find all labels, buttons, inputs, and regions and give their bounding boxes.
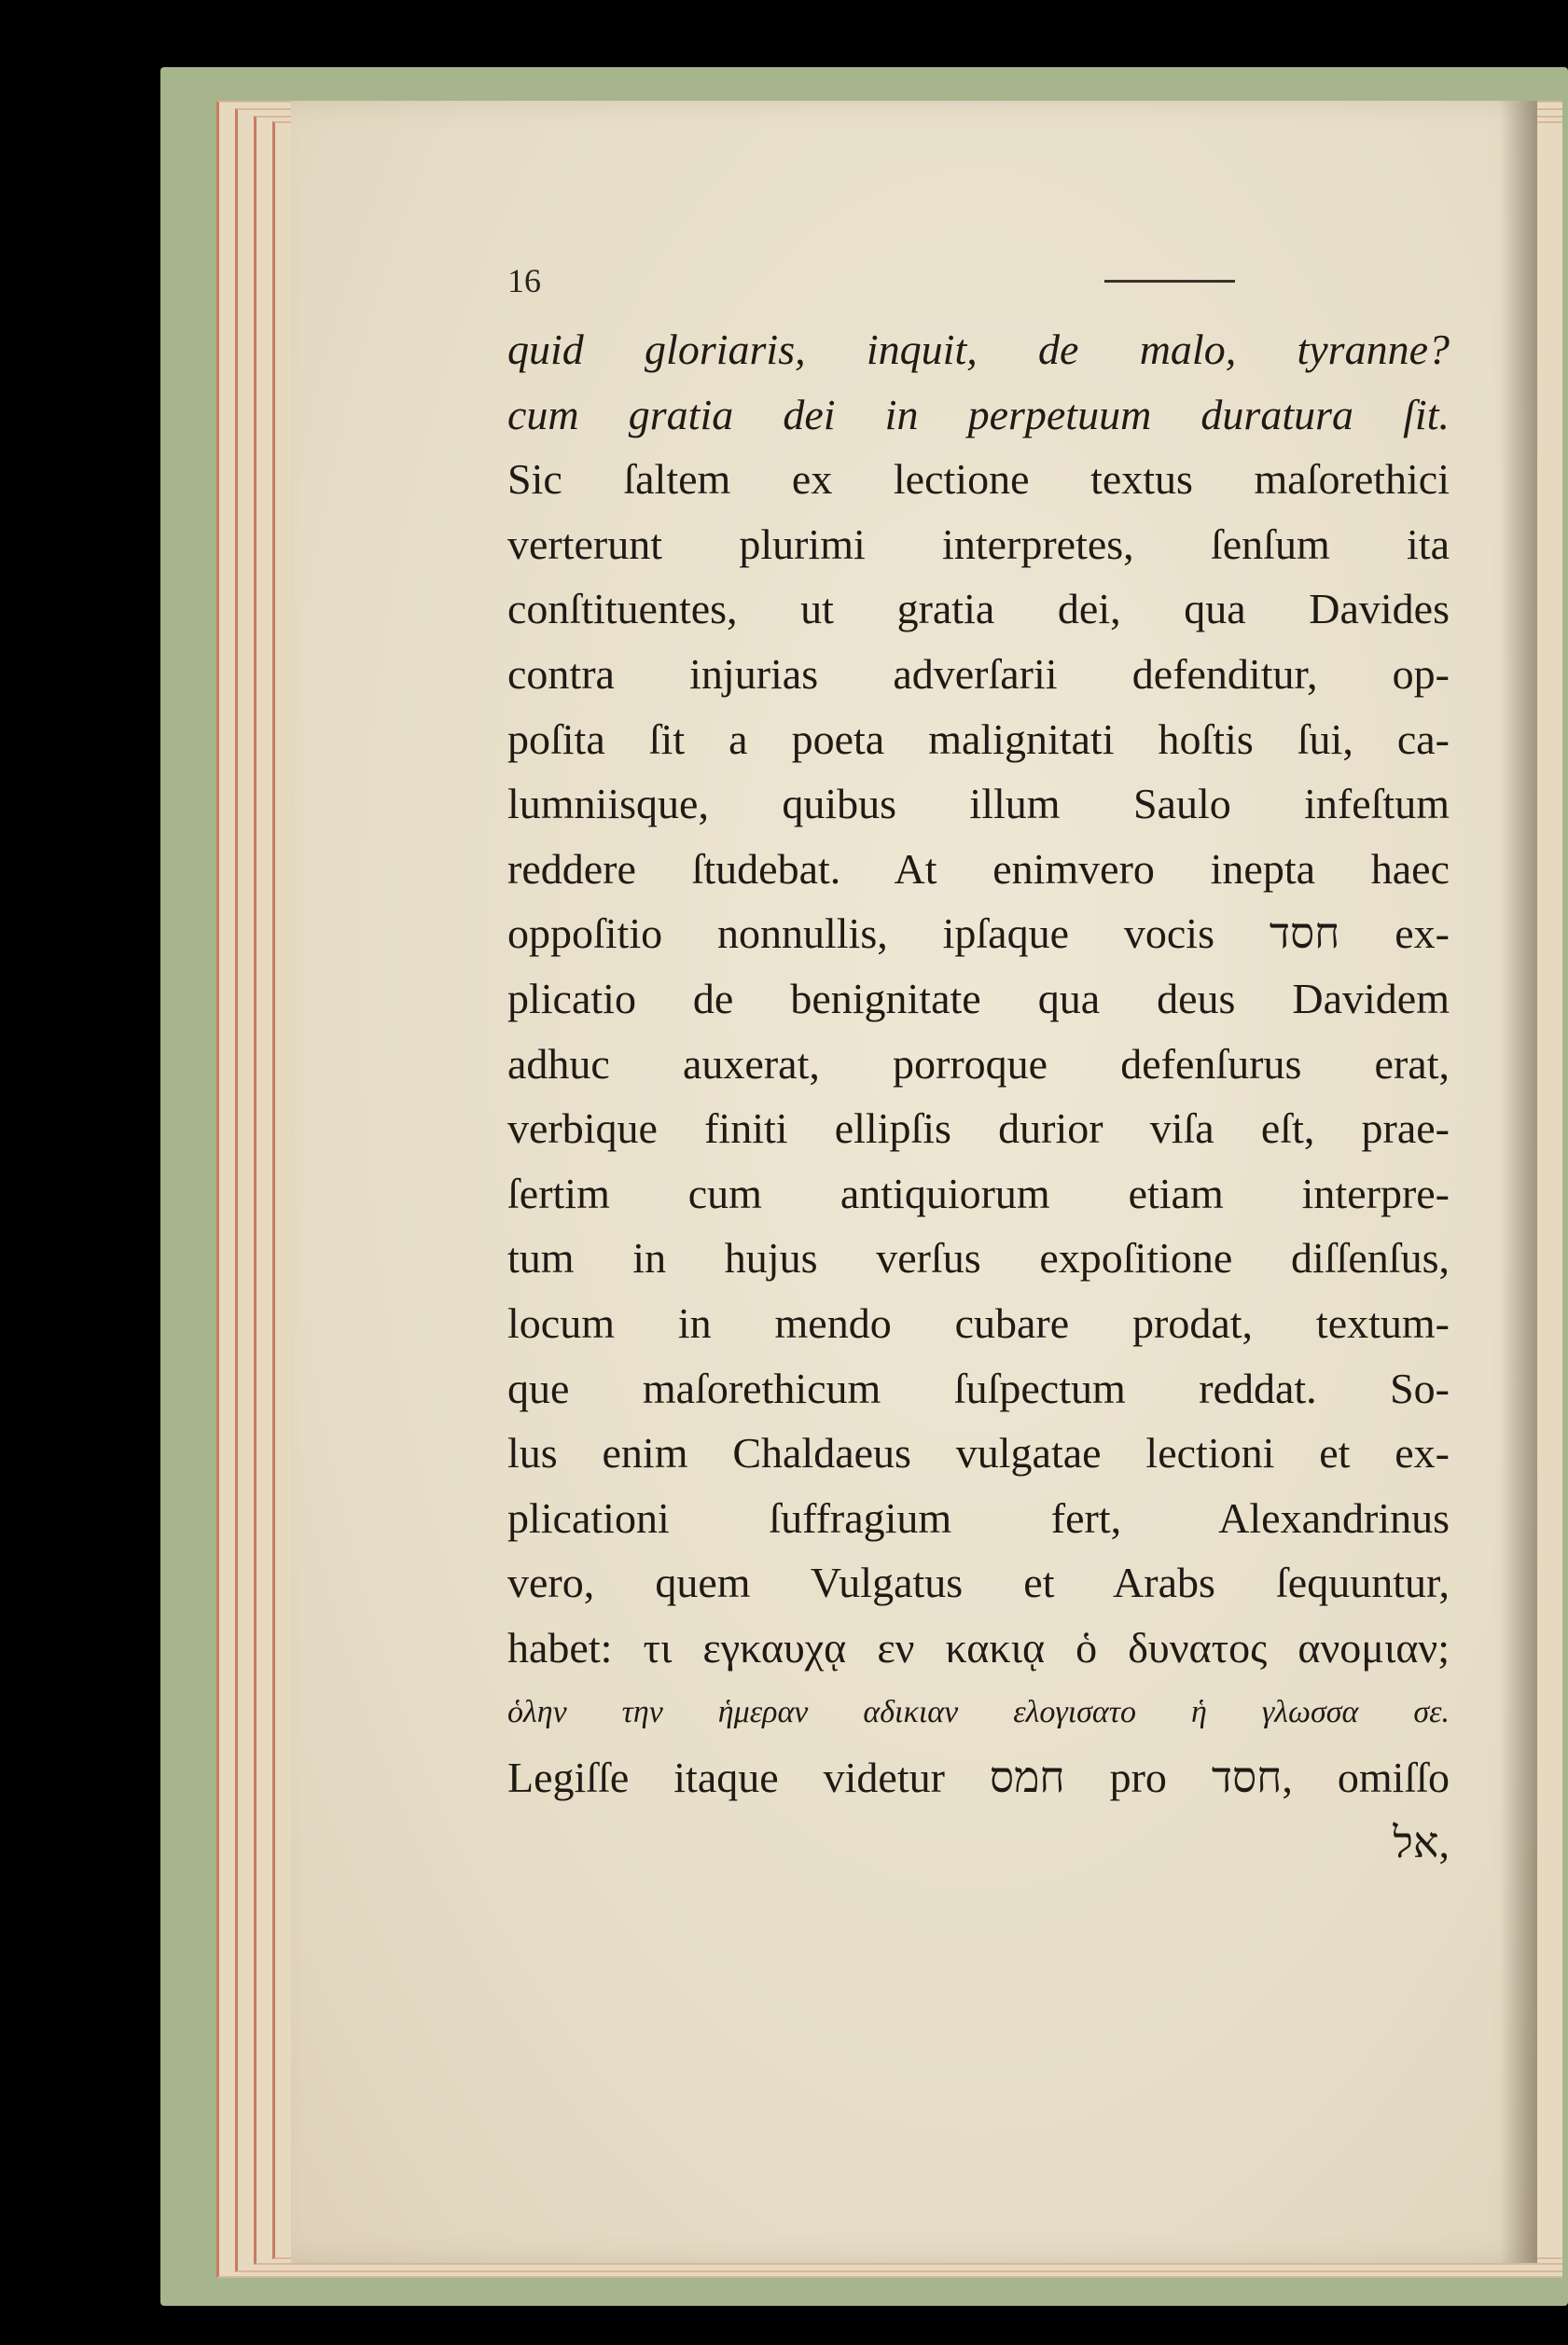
text-line: locum in mendo cubare prodat, textum- <box>507 1298 1450 1347</box>
text-line: ſertim cum antiquiorum etiam interpre- <box>507 1169 1450 1217</box>
text-line: tum in hujus verſus expoſitione diſſenſus, <box>507 1234 1450 1283</box>
text-line: que maſorethicum ſuſpectum reddat. So- <box>507 1364 1450 1412</box>
text-line: contra injurias adverſarii defenditur, op- <box>507 649 1450 698</box>
text-line: oppoſitio nonnullis, ipſaque vocis חסד ex- <box>507 909 1450 958</box>
header-rule <box>1104 280 1235 283</box>
text-line: verbique finiti ellipſis durior viſa eſt, prae- <box>507 1104 1450 1153</box>
book-page <box>291 101 1537 2263</box>
text-line: Sic ſaltem ex lectione textus maſorethici <box>507 455 1450 504</box>
catchword: אל, <box>1393 1818 1450 1866</box>
text-line: quid gloriaris, inquit, de malo, tyranne? <box>507 326 1450 373</box>
text-line: adhuc auxerat, porroque defenſurus erat, <box>507 1039 1450 1088</box>
text-line: lus enim Chaldaeus vulgatae lectioni et ex- <box>507 1429 1450 1478</box>
text-line: plicatio de benignitate qua deus Davidem <box>507 974 1450 1022</box>
text-line: poſita ſit a poeta malignitati hoſtis ſui, ca- <box>507 715 1450 763</box>
spine-shadow <box>1500 101 1537 2263</box>
page-number: 16 <box>507 262 541 299</box>
text-line: plicationi ſuffragium fert, Alexandrinus <box>507 1493 1450 1542</box>
text-line: reddere ſtudebat. At enimvero inepta haec <box>507 844 1450 893</box>
text-line: verterunt plurimi interpretes, ſenſum ita <box>507 520 1450 568</box>
text-line: vero, quem Vulgatus et Arabs ſequuntur, <box>507 1559 1450 1607</box>
text-line: conſtituentes, ut gratia dei, qua Davides <box>507 585 1450 633</box>
greek-quotation-line: ὁλην την ἡμεραν αδικιαν ελογισατο ἡ γλωσσα σε. <box>507 1695 1450 1730</box>
body-text <box>507 317 1450 1875</box>
text-line: habet: τι εγκαυχᾳ εν κακιᾳ ὁ δυνατος ανομιαν; <box>507 1623 1450 1672</box>
text-line: cum gratia dei in perpetuum duratura ſit. <box>507 390 1450 438</box>
text-line: Legiſſe itaque videtur חמס pro חסד, omiſſo <box>507 1754 1450 1802</box>
text-line: lumniisque, quibus illum Saulo infeſtum <box>507 780 1450 828</box>
page-header <box>507 261 1328 317</box>
